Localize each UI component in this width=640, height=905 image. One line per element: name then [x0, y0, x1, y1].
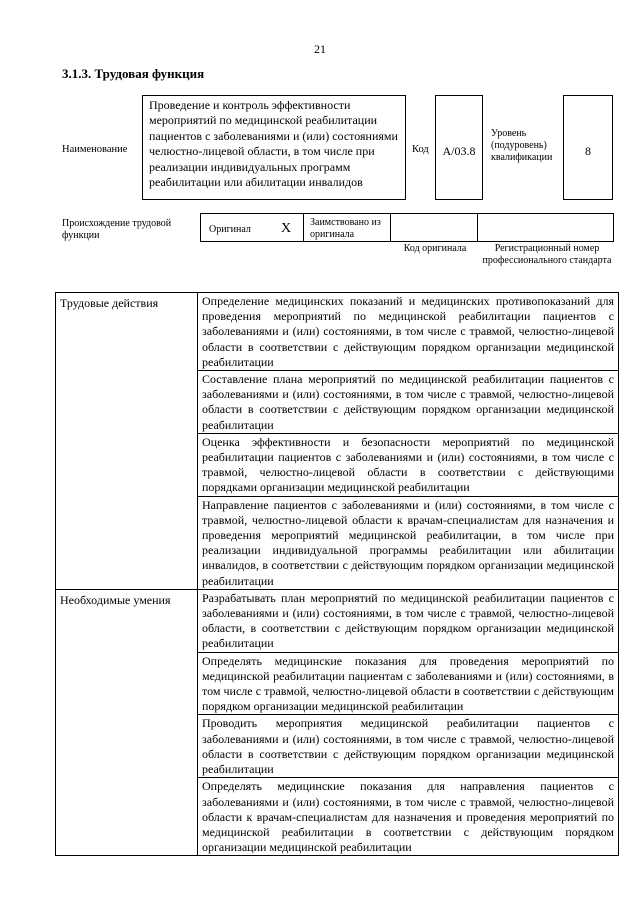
code-caption: Код оригинала [403, 243, 467, 254]
level-value: 8 [563, 95, 613, 200]
page-number: 21 [314, 42, 326, 56]
category-cell: Трудовые действия [56, 293, 198, 590]
table-cell: Определять медицинские показания для направления пациентов с заболеваниями и (или) состояниями, в том числе с травмой, челюстно-лицевой области к врачам-специалистам для назначения и проведения мероприятий по медицинской реабилитации в соответствии с действующим порядком организации медицинской реабилитации [198, 778, 619, 856]
table-cell: Разрабатывать план мероприятий по медицинской реабилитации пациентов с заболеваниями и (или) состояниями, в том числе с травмой, челюстно-лицевой области, в соответствии с действующим порядком организации медицинской реабилитации [198, 589, 619, 652]
code-value: A/03.8 [435, 95, 483, 200]
functions-table [55, 292, 619, 856]
category-cell: Необходимые умения [56, 589, 198, 855]
name-label: Наименование [62, 144, 128, 155]
section-title: 3.1.3. Трудовая функция [62, 66, 205, 81]
origin-original-cell [200, 213, 304, 242]
name-value: Проведение и контроль эффективности мероприятий по медицинской реабилитации пациентов с заболеваниями и (или) состояниями челюстно-лицевой области, в том числе при реализации индивидуальных программ реабилитации или абилитации инвалидов [142, 95, 406, 200]
origin-label: Происхождение трудовой функции [62, 218, 172, 241]
table-cell: Оценка эффективности и безопасности мероприятий по медицинской реабилитации пациентов с заболеваниями и (или) состояниями, в том числе с травмой, челюстно-лицевой области в соответствии с действующими порядками организации медицинской реабилитации [198, 433, 619, 496]
origin-code-cell [390, 213, 478, 242]
code-label: Код [412, 144, 429, 155]
reg-caption: Регистрационный номер профессионального стандарта [482, 243, 612, 266]
table-cell: Направление пациентов с заболеваниями и (или) состояниями, в том числе с травмой, челюстно-лицевой области к врачам-специалистам для назначения и проведения мероприятий медицинской реабилитации, в том числе при реализации индивидуальной программы реабилитации или абилитации инвалидов, в соответствии с действующим порядком организации медицинской реабилитации [198, 496, 619, 589]
table-row [56, 589, 619, 652]
borrowed-label: Заимствовано из оригинала [303, 213, 391, 242]
table-row [56, 293, 619, 371]
origin-reg-cell [477, 213, 614, 242]
level-label: Уровень (подуровень) квалификации [491, 128, 553, 163]
table-cell: Определять медицинские показания для проведения мероприятий по медицинской реабилитации пациентам с заболеваниями и (или) состояниями, в том числе с травмой, челюстно-лицевой области в соответствии с действующим порядком организации медицинской реабилитации [198, 652, 619, 715]
original-label: Оригинал [209, 224, 251, 235]
original-mark: X [281, 221, 292, 236]
table-cell: Определение медицинских показаний и медицинских противопоказаний для проведения мероприятий по медицинской реабилитации пациентов с заболеваниями и (или) состояниями, в том числе с травмой, челюстно-лицевой области в соответствии с действующим порядком организации медицинской реабилитации [198, 293, 619, 371]
table-cell: Составление плана мероприятий по медицинской реабилитации пациентов с заболеваниями и (или) состояниями, в том числе с травмой, челюстно-лицевой области в соответствии с действующим порядком организации медицинской реабилитации [198, 371, 619, 434]
table-cell: Проводить мероприятия медицинской реабилитации пациентов с заболеваниями и (или) состояниями, в том числе с травмой, челюстно-лицевой области в соответствии с действующим порядком организации медицинской реабилитации [198, 715, 619, 778]
